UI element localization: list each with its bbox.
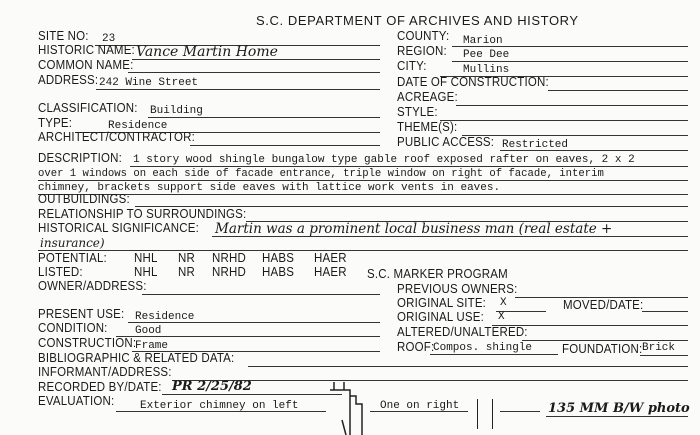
potential-nr: NR (178, 251, 195, 265)
relationship-label: RELATIONSHIP TO SURROUNDINGS: (38, 207, 247, 221)
city-label: CITY: (397, 59, 427, 73)
construction-value: Frame (135, 340, 169, 352)
previous-owners-label: PREVIOUS OWNERS: (397, 282, 518, 296)
recorded-by-label: RECORDED BY/DATE: (38, 380, 162, 394)
potential-haer: HAER (314, 251, 347, 265)
site-no-label: SITE NO: (38, 29, 89, 43)
address-label: ADDRESS: (38, 73, 99, 87)
chimney-sketch (320, 380, 380, 435)
informant-label: INFORMANT/ADDRESS: (38, 365, 172, 379)
historic-name-label: HISTORIC NAME: (38, 43, 135, 57)
moved-date-label: MOVED/DATE: (563, 298, 644, 312)
original-site-value: X (500, 297, 507, 309)
classification-value: Building (150, 105, 203, 117)
owner-label: OWNER/ADDRESS: (38, 279, 147, 293)
condition-value: Good (135, 325, 162, 337)
city-value: Mullins (463, 64, 510, 76)
description-line-3: chimney, brackets support side eaves with lattice work vents in eaves. (38, 182, 501, 194)
original-use-label: ORIGINAL USE: (397, 310, 484, 324)
altered-label: ALTERED/UNALTERED: (397, 325, 528, 339)
acreage-label: ACREAGE: (397, 90, 458, 104)
site-no-value: 23 (102, 33, 116, 45)
themes-label: THEME(S): (397, 120, 458, 134)
form-title: S.C. DEPARTMENT OF ARCHIVES AND HISTORY (256, 13, 579, 28)
description-line-1: 1 story wood shingle bungalow type gable roof exposed rafter on eaves, 2 x 2 (133, 154, 635, 166)
style-label: STYLE: (397, 105, 438, 119)
vertical-mark-1 (477, 399, 478, 429)
listed-nr: NR (178, 265, 195, 279)
recorded-by-value: PR 2/25/82 (172, 379, 252, 394)
county-label: COUNTY: (397, 29, 450, 43)
construction-label: CONSTRUCTION: (38, 336, 137, 350)
description-line-2: over 1 windows on each side of facade entrance, triple window on right of facade, interim (38, 168, 604, 180)
vertical-mark-2 (492, 399, 493, 429)
original-site-label: ORIGINAL SITE: (397, 296, 487, 310)
condition-label: CONDITION: (38, 321, 108, 335)
description-label: DESCRIPTION: (38, 151, 123, 165)
historic-name-value: Vance Martin Home (136, 44, 278, 60)
date-of-construction-label: DATE OF CONSTRUCTION: (397, 75, 549, 89)
evaluation-right-value: One on right (380, 400, 460, 412)
listed-habs: HABS (262, 265, 295, 279)
roof-label: ROOF: (397, 340, 435, 354)
region-value: Pee Dee (463, 49, 510, 61)
type-label: TYPE: (38, 116, 73, 130)
type-value: Residence (108, 120, 168, 132)
listed-nrhd: NRHD (212, 265, 246, 279)
public-access-label: PUBLIC ACCESS: (397, 135, 495, 149)
architect-label: ARCHITECT/CONTRACTOR: (38, 130, 195, 144)
significance-line-1: Martin was a prominent local business man (real estate + (215, 221, 613, 237)
bibliographic-label: BIBLIOGRAPHIC & RELATED DATA: (38, 351, 235, 365)
significance-line-2: insurance) (40, 236, 105, 250)
listed-label: LISTED: (38, 265, 83, 279)
evaluation-label: EVALUATION: (38, 394, 115, 408)
county-value: Marion (463, 35, 503, 47)
common-name-label: COMMON NAME: (38, 58, 134, 72)
address-value: 242 Wine Street (99, 77, 199, 89)
significance-label: HISTORICAL SIGNIFICANCE: (38, 221, 199, 235)
photo-note: 135 MM B/W photo (548, 401, 690, 416)
potential-nhl: NHL (134, 251, 158, 265)
listed-haer: HAER (314, 265, 347, 279)
foundation-label: FOUNDATION: (562, 342, 643, 356)
marker-program-label: S.C. MARKER PROGRAM (367, 267, 508, 281)
listed-nhl: NHL (134, 265, 158, 279)
evaluation-value: Exterior chimney on left (140, 400, 299, 412)
roof-value: Compos. shingle (433, 342, 533, 354)
present-use-value: Residence (135, 311, 195, 323)
foundation-value: Brick (642, 342, 676, 354)
region-label: REGION: (397, 44, 447, 58)
original-use-value: X (498, 311, 505, 323)
potential-habs: HABS (262, 251, 295, 265)
outbuildings-label: OUTBUILDINGS: (38, 192, 130, 206)
potential-label: POTENTIAL: (38, 251, 107, 265)
public-access-value: Restricted (502, 139, 569, 151)
potential-nrhd: NRHD (212, 251, 246, 265)
present-use-label: PRESENT USE: (38, 307, 125, 321)
classification-label: CLASSIFICATION: (38, 101, 138, 115)
